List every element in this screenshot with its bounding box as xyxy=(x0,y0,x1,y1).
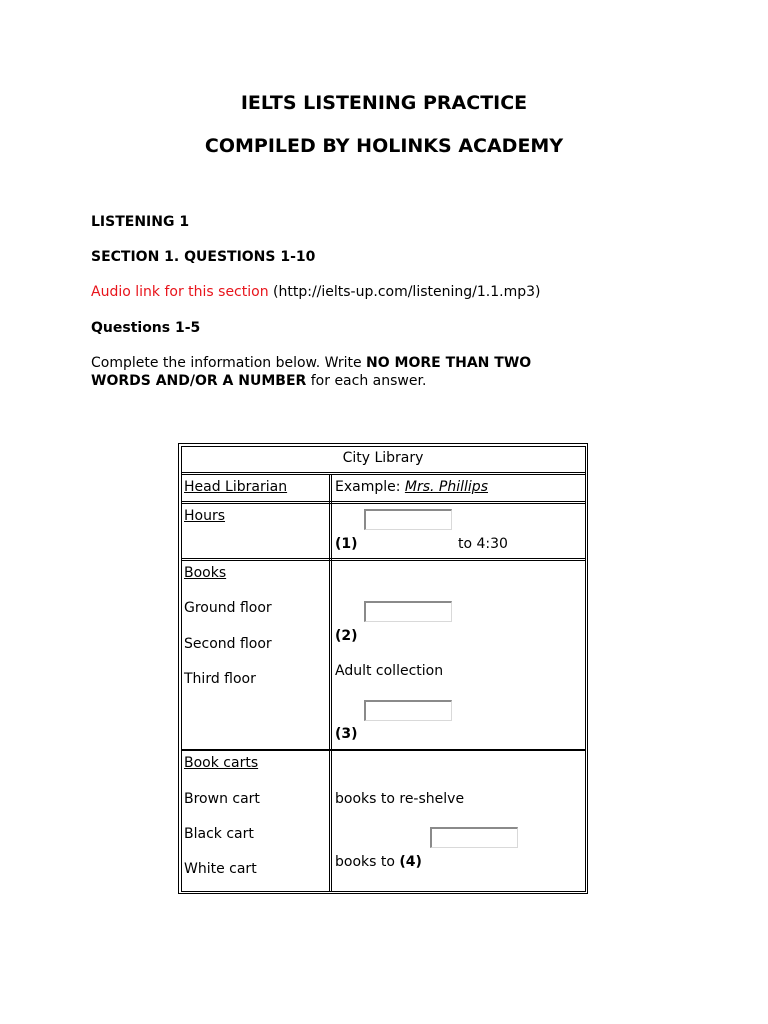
example-prefix: Example: xyxy=(335,479,405,495)
books-to-cell xyxy=(335,854,422,870)
question-number-1: (1) xyxy=(335,536,358,552)
answer-input-1[interactable] xyxy=(364,509,452,530)
reshelve-text: books to re-shelve xyxy=(335,791,465,807)
audio-line xyxy=(91,283,540,301)
answer-input-3[interactable] xyxy=(364,700,452,721)
row-divider xyxy=(181,503,586,504)
example-value: Mrs. Phillips xyxy=(404,479,488,495)
instructions-text: Complete the information below. Write xyxy=(91,355,367,371)
answer-input-4[interactable] xyxy=(430,827,518,848)
table-inner-border-top xyxy=(181,446,585,447)
question-number-2: (2) xyxy=(335,628,358,644)
question-number-3: (3) xyxy=(335,726,358,742)
floor-third: Third floor xyxy=(184,671,256,687)
instructions-line2 xyxy=(91,372,426,390)
example-cell xyxy=(335,479,488,495)
cart-black: Black cart xyxy=(184,826,254,842)
table-title: City Library xyxy=(342,450,424,466)
book-carts-label: Book carts xyxy=(184,755,259,771)
column-divider xyxy=(331,474,332,891)
instructions-emphasis-1: NO MORE THAN TWO xyxy=(366,355,532,371)
city-library-table xyxy=(178,443,588,894)
row-divider xyxy=(181,560,586,561)
question-number-4: (4) xyxy=(399,854,422,870)
cart-brown: Brown cart xyxy=(184,791,260,807)
questions-heading: Questions 1-5 xyxy=(91,320,201,336)
listening-heading: LISTENING 1 xyxy=(91,214,190,230)
books-label: Books xyxy=(184,565,227,581)
table-inner-border-right xyxy=(585,446,586,891)
audio-link[interactable]: Audio link for this section xyxy=(91,284,269,300)
hours-suffix: to 4:30 xyxy=(458,536,508,552)
hours-label: Hours xyxy=(184,508,226,524)
audio-url: (http://ielts-up.com/listening/1.1.mp3) xyxy=(273,284,541,300)
row-divider xyxy=(181,501,586,502)
floor-second: Second floor xyxy=(184,636,272,652)
row-divider xyxy=(181,474,586,475)
table-inner-border-bottom xyxy=(181,891,586,892)
floor-ground: Ground floor xyxy=(184,600,272,616)
section-heading: SECTION 1. QUESTIONS 1-10 xyxy=(91,249,316,265)
page-subtitle: COMPILED BY HOLINKS ACADEMY xyxy=(204,135,564,157)
row-divider xyxy=(181,472,586,473)
books-to-text: books to xyxy=(335,854,400,870)
row-divider xyxy=(181,558,586,559)
adult-collection: Adult collection xyxy=(335,663,444,679)
table-inner-border-left xyxy=(181,446,182,891)
head-librarian-label: Head Librarian xyxy=(184,479,288,495)
instructions-line1 xyxy=(91,354,531,372)
row-divider xyxy=(181,749,586,751)
cart-white: White cart xyxy=(184,861,257,877)
instructions-text-end: for each answer. xyxy=(306,373,427,389)
column-divider xyxy=(329,474,330,891)
instructions-emphasis-2: WORDS AND/OR A NUMBER xyxy=(91,373,307,389)
page-title: IELTS LISTENING PRACTICE xyxy=(240,92,528,114)
answer-input-2[interactable] xyxy=(364,601,452,622)
